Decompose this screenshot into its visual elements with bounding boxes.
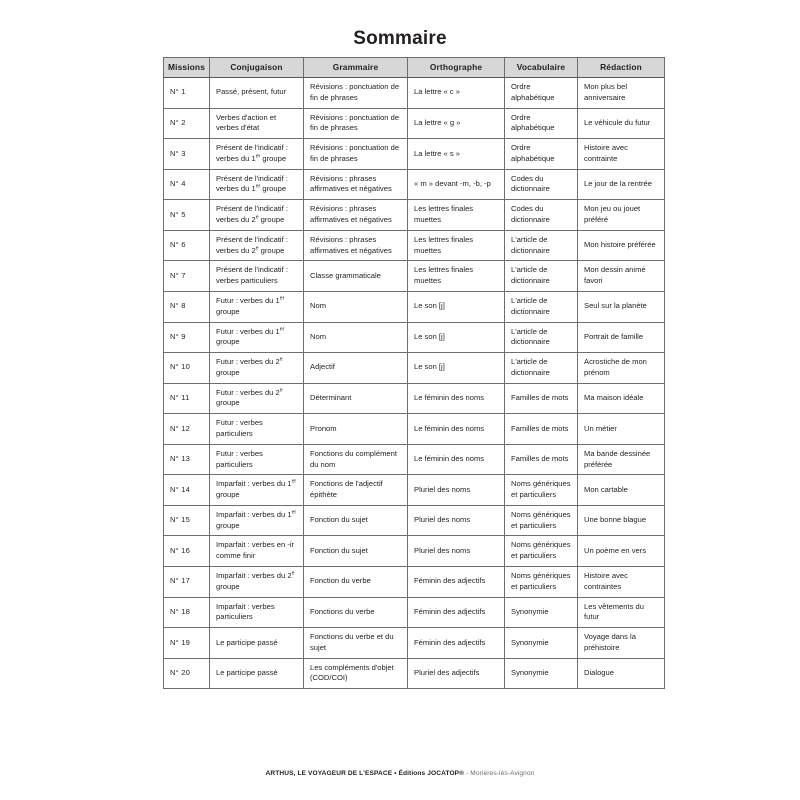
cell-redaction: Dialogue (578, 658, 665, 689)
cell-orthographe: Les lettres finales muettes (408, 261, 505, 292)
summary-table (163, 57, 665, 689)
cell-orthographe: Les lettres finales muettes (408, 200, 505, 231)
cell-orthographe: La lettre « s » (408, 139, 505, 170)
table-row (164, 291, 665, 322)
table-row (164, 414, 665, 445)
column-header-grammaire: Grammaire (304, 58, 408, 78)
cell-mission: N° 2 (164, 108, 210, 139)
cell-mission: N° 1 (164, 78, 210, 109)
cell-redaction: Voyage dans la préhistoire (578, 628, 665, 659)
footer-publisher: Éditions JOCATOP® (398, 770, 465, 777)
cell-mission: N° 11 (164, 383, 210, 414)
cell-mission: N° 6 (164, 230, 210, 261)
table-row (164, 475, 665, 506)
cell-grammaire: Les compléments d'objet (COD/COI) (304, 658, 408, 689)
cell-orthographe: « m » devant -m, -b, -p (408, 169, 505, 200)
cell-redaction: Acrostiche de mon prénom (578, 353, 665, 384)
cell-conjugaison: Passé, présent, futur (210, 78, 304, 109)
cell-conjugaison: Futur : verbes du 2e groupe (210, 353, 304, 384)
table-row (164, 597, 665, 628)
cell-orthographe: Le féminin des noms (408, 414, 505, 445)
cell-grammaire: Adjectif (304, 353, 408, 384)
cell-vocabulaire: Noms génériques et particuliers (505, 475, 578, 506)
table-row (164, 139, 665, 170)
cell-mission: N° 17 (164, 567, 210, 598)
cell-grammaire: Pronom (304, 414, 408, 445)
cell-redaction: Le véhicule du futur (578, 108, 665, 139)
table-row (164, 261, 665, 292)
cell-vocabulaire: Codes du dictionnaire (505, 169, 578, 200)
cell-grammaire: Fonctions de l'adjectif épithète (304, 475, 408, 506)
cell-conjugaison: Présent de l'indicatif : verbes particuliers (210, 261, 304, 292)
cell-redaction: Mon dessin animé favori (578, 261, 665, 292)
cell-mission: N° 18 (164, 597, 210, 628)
cell-conjugaison: Verbes d'action et verbes d'état (210, 108, 304, 139)
cell-redaction: Portrait de famille (578, 322, 665, 353)
cell-grammaire: Fonctions du complément du nom (304, 444, 408, 475)
cell-conjugaison: Imparfait : verbes du 2e groupe (210, 567, 304, 598)
cell-grammaire: Révisions : ponctuation de fin de phrases (304, 139, 408, 170)
cell-vocabulaire: Noms génériques et particuliers (505, 567, 578, 598)
cell-vocabulaire: Noms génériques et particuliers (505, 505, 578, 536)
cell-mission: N° 13 (164, 444, 210, 475)
cell-redaction: Le jour de la rentrée (578, 169, 665, 200)
cell-orthographe: Le son [j] (408, 322, 505, 353)
cell-grammaire: Classe grammaticale (304, 261, 408, 292)
cell-redaction: Mon plus bel anniversaire (578, 78, 665, 109)
cell-mission: N° 9 (164, 322, 210, 353)
summary-table-wrapper (163, 57, 664, 689)
cell-conjugaison: Futur : verbes particuliers (210, 444, 304, 475)
cell-orthographe: La lettre « g » (408, 108, 505, 139)
cell-redaction: Ma bande dessinée préférée (578, 444, 665, 475)
table-row (164, 200, 665, 231)
table-row (164, 628, 665, 659)
cell-vocabulaire: Synonymie (505, 658, 578, 689)
cell-grammaire: Révisions : phrases affirmatives et négatives (304, 169, 408, 200)
cell-vocabulaire: Familles de mots (505, 444, 578, 475)
table-row (164, 444, 665, 475)
cell-grammaire: Révisions : ponctuation de fin de phrases (304, 108, 408, 139)
cell-vocabulaire: Familles de mots (505, 383, 578, 414)
cell-redaction: Un métier (578, 414, 665, 445)
cell-conjugaison: Le participe passé (210, 628, 304, 659)
cell-grammaire: Fonction du sujet (304, 505, 408, 536)
cell-conjugaison: Imparfait : verbes du 1er groupe (210, 505, 304, 536)
cell-grammaire: Fonctions du verbe et du sujet (304, 628, 408, 659)
cell-conjugaison: Futur : verbes du 1er groupe (210, 322, 304, 353)
cell-orthographe: Les lettres finales muettes (408, 230, 505, 261)
cell-orthographe: Pluriel des adjectifs (408, 658, 505, 689)
column-header-conjugaison: Conjugaison (210, 58, 304, 78)
cell-conjugaison: Présent de l'indicatif : verbes du 1er groupe (210, 169, 304, 200)
cell-vocabulaire: Ordre alphabétique (505, 139, 578, 170)
cell-orthographe: La lettre « c » (408, 78, 505, 109)
column-header-vocabulaire: Vocabulaire (505, 58, 578, 78)
cell-grammaire: Fonction du sujet (304, 536, 408, 567)
cell-mission: N° 3 (164, 139, 210, 170)
cell-mission: N° 19 (164, 628, 210, 659)
cell-vocabulaire: Synonymie (505, 628, 578, 659)
cell-orthographe: Pluriel des noms (408, 505, 505, 536)
cell-orthographe: Le son [j] (408, 291, 505, 322)
cell-redaction: Mon jeu ou jouet préféré (578, 200, 665, 231)
cell-grammaire: Révisions : phrases affirmatives et négatives (304, 230, 408, 261)
cell-mission: N° 16 (164, 536, 210, 567)
table-row (164, 658, 665, 689)
cell-orthographe: Féminin des adjectifs (408, 567, 505, 598)
cell-vocabulaire: Familles de mots (505, 414, 578, 445)
cell-orthographe: Le son [j] (408, 353, 505, 384)
cell-mission: N° 7 (164, 261, 210, 292)
cell-mission: N° 14 (164, 475, 210, 506)
cell-conjugaison: Imparfait : verbes particuliers (210, 597, 304, 628)
cell-grammaire: Déterminant (304, 383, 408, 414)
cell-vocabulaire: Ordre alphabétique (505, 108, 578, 139)
cell-mission: N° 12 (164, 414, 210, 445)
cell-conjugaison: Présent de l'indicatif : verbes du 2e groupe (210, 230, 304, 261)
column-header-redaction: Rédaction (578, 58, 665, 78)
footer-separator: • (392, 770, 399, 777)
table-header-row (164, 58, 665, 78)
cell-mission: N° 15 (164, 505, 210, 536)
cell-orthographe: Pluriel des noms (408, 475, 505, 506)
table-row (164, 536, 665, 567)
table-body (164, 78, 665, 689)
cell-grammaire: Nom (304, 291, 408, 322)
cell-grammaire: Révisions : phrases affirmatives et négatives (304, 200, 408, 231)
cell-redaction: Seul sur la planète (578, 291, 665, 322)
cell-conjugaison: Imparfait : verbes en -ir comme finir (210, 536, 304, 567)
cell-mission: N° 4 (164, 169, 210, 200)
cell-vocabulaire: L'article de dictionnaire (505, 291, 578, 322)
cell-redaction: Ma maison idéale (578, 383, 665, 414)
cell-conjugaison: Imparfait : verbes du 1er groupe (210, 475, 304, 506)
cell-vocabulaire: Noms génériques et particuliers (505, 536, 578, 567)
page-title: Sommaire (353, 28, 447, 49)
page-footer (0, 770, 800, 777)
table-row (164, 169, 665, 200)
cell-vocabulaire: L'article de dictionnaire (505, 261, 578, 292)
table-header (164, 58, 665, 78)
cell-redaction: Une bonne blague (578, 505, 665, 536)
cell-grammaire: Fonctions du verbe (304, 597, 408, 628)
cell-mission: N° 5 (164, 200, 210, 231)
table-row (164, 108, 665, 139)
cell-vocabulaire: L'article de dictionnaire (505, 322, 578, 353)
column-header-orthographe: Orthographe (408, 58, 505, 78)
cell-conjugaison: Futur : verbes du 1er groupe (210, 291, 304, 322)
table-row (164, 383, 665, 414)
table-row (164, 322, 665, 353)
cell-vocabulaire: Codes du dictionnaire (505, 200, 578, 231)
cell-vocabulaire: L'article de dictionnaire (505, 353, 578, 384)
cell-redaction: Histoire avec contraintes (578, 567, 665, 598)
cell-redaction: Mon cartable (578, 475, 665, 506)
table-row (164, 230, 665, 261)
cell-vocabulaire: Ordre alphabétique (505, 78, 578, 109)
cell-orthographe: Féminin des adjectifs (408, 628, 505, 659)
cell-orthographe: Le féminin des noms (408, 444, 505, 475)
cell-grammaire: Fonction du verbe (304, 567, 408, 598)
cell-grammaire: Nom (304, 322, 408, 353)
cell-conjugaison: Futur : verbes du 2e groupe (210, 383, 304, 414)
table-row (164, 353, 665, 384)
cell-grammaire: Révisions : ponctuation de fin de phrases (304, 78, 408, 109)
table-row (164, 505, 665, 536)
cell-conjugaison: Le participe passé (210, 658, 304, 689)
cell-vocabulaire: L'article de dictionnaire (505, 230, 578, 261)
column-header-missions: Missions (164, 58, 210, 78)
table-row (164, 78, 665, 109)
table-row (164, 567, 665, 598)
footer-location: - Morières-lès-Avignon (464, 770, 535, 777)
cell-mission: N° 10 (164, 353, 210, 384)
cell-conjugaison: Futur : verbes particuliers (210, 414, 304, 445)
footer-work-title: ARTHUS, LE VOYAGEUR DE L'ESPACE (265, 770, 393, 777)
cell-orthographe: Pluriel des noms (408, 536, 505, 567)
cell-orthographe: Le féminin des noms (408, 383, 505, 414)
cell-conjugaison: Présent de l'indicatif : verbes du 2e groupe (210, 200, 304, 231)
cell-redaction: Mon histoire préférée (578, 230, 665, 261)
cell-orthographe: Féminin des adjectifs (408, 597, 505, 628)
cell-conjugaison: Présent de l'indicatif : verbes du 1er groupe (210, 139, 304, 170)
cell-redaction: Histoire avec contrainte (578, 139, 665, 170)
cell-redaction: Un poème en vers (578, 536, 665, 567)
cell-redaction: Les vêtements du futur (578, 597, 665, 628)
cell-mission: N° 8 (164, 291, 210, 322)
cell-mission: N° 20 (164, 658, 210, 689)
cell-vocabulaire: Synonymie (505, 597, 578, 628)
